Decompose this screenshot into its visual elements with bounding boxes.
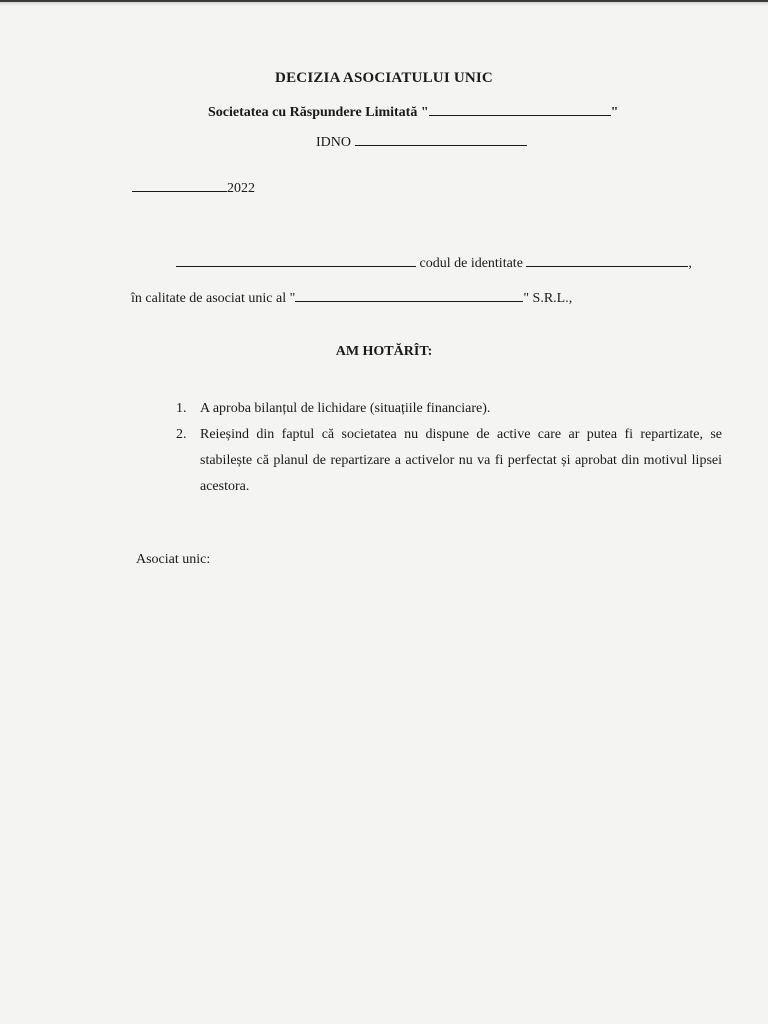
capacity-line <box>131 288 572 307</box>
idno-blank <box>355 132 527 146</box>
company-name-blank <box>429 102 611 116</box>
list-item <box>176 396 722 422</box>
capacity-prefix: în calitate de asociat unic al " <box>131 291 296 306</box>
srl-name-blank <box>295 288 523 302</box>
decision-list <box>176 396 722 500</box>
date-blank <box>132 178 227 192</box>
signature-label: Asociat unic: <box>136 552 211 567</box>
identity-code-blank <box>526 253 688 267</box>
idno-line <box>316 132 527 151</box>
list-item <box>176 422 722 500</box>
document-title: DECIZIA ASOCIATULUI UNIC <box>275 70 493 86</box>
list-item-text: Reieșind din faptul că societatea nu dispune de active care ar putea fi repartizate, se stabilește că planul de repartizare a activelor nu va fi perfectat și aprobat din motivul lipsei acestora. <box>200 427 722 494</box>
identity-suffix: , <box>688 256 692 271</box>
identity-line <box>176 253 692 272</box>
identity-label: codul de identitate <box>419 256 523 271</box>
list-item-number: 1. <box>176 401 187 416</box>
name-blank <box>176 253 416 267</box>
list-item-number: 2. <box>176 427 187 442</box>
company-line-suffix: " <box>610 105 619 120</box>
date-year: 2022 <box>227 181 255 196</box>
list-item-text: A aproba bilanțul de lichidare (situațiile financiare). <box>200 401 491 416</box>
capacity-suffix: " S.R.L., <box>523 291 573 306</box>
idno-label: IDNO <box>316 135 351 150</box>
date-line <box>132 178 255 197</box>
company-line <box>208 102 618 121</box>
decision-heading: AM HOTĂRÎT: <box>335 344 433 359</box>
company-line-prefix: Societatea cu Răspundere Limitată " <box>208 105 429 120</box>
